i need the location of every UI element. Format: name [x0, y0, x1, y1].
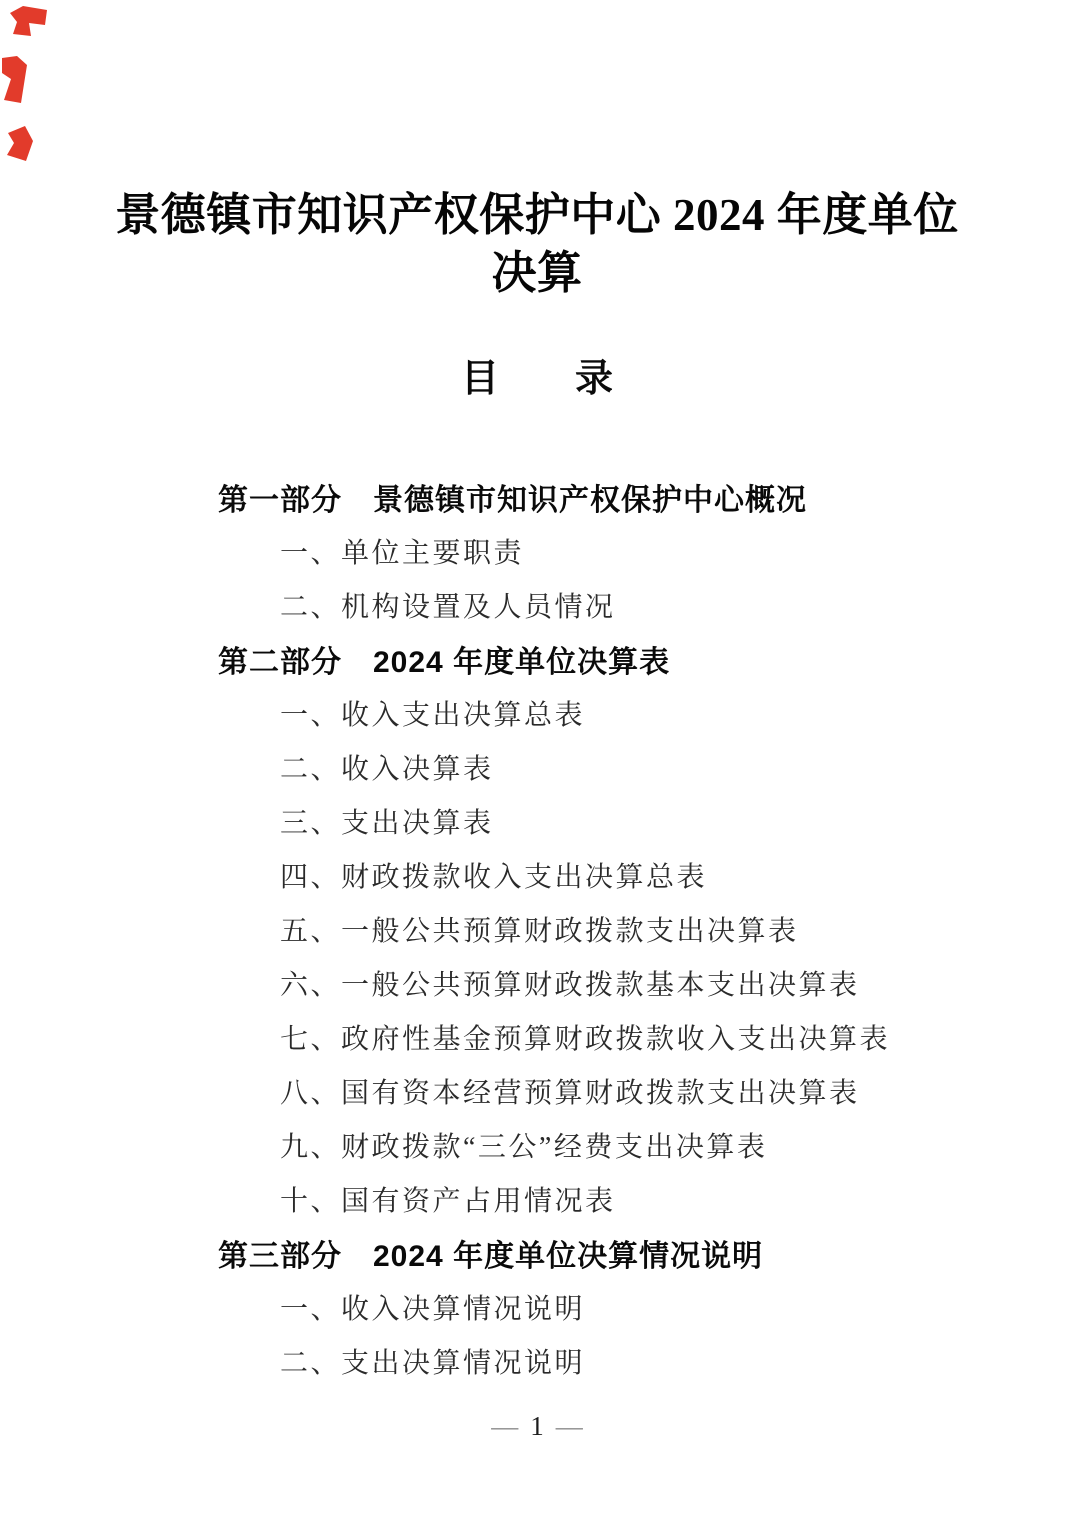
toc-section-part3: 第三部分 2024 年度单位决算情况说明 [218, 1240, 764, 1273]
document-title-line2: 决算 [491, 248, 583, 298]
toc-item: 八、国有资本经营预算财政拨款支出决算表 [280, 1078, 860, 1109]
toc-item: 二、收入决算表 [280, 754, 494, 785]
toc-section-part2: 第二部分 2024 年度单位决算表 [218, 646, 671, 679]
toc-item: 十、国有资产占用情况表 [280, 1186, 616, 1217]
page-number: 1 [530, 1411, 544, 1441]
page-footer [0, 1408, 1074, 1444]
toc-item: 九、财政拨款“三公”经费支出决算表 [280, 1132, 768, 1163]
table-of-contents [0, 470, 1074, 1388]
toc-item: 二、支出决算情况说明 [280, 1348, 586, 1379]
toc-section-part1: 第一部分 景德镇市知识产权保护中心概况 [218, 484, 807, 517]
toc-item: 三、支出决算表 [280, 808, 494, 839]
toc-item: 六、一般公共预算财政拨款基本支出决算表 [280, 970, 860, 1001]
toc-item: 一、单位主要职责 [280, 538, 525, 569]
toc-item: 一、收入决算情况说明 [280, 1294, 586, 1325]
toc-item: 二、机构设置及人员情况 [280, 592, 616, 623]
footer-left-dash: — [491, 1411, 519, 1441]
toc-item: 一、收入支出决算总表 [280, 700, 586, 731]
red-stamp-fragment-top [10, 6, 47, 36]
red-stamp-fragments [0, 0, 60, 175]
document-title-line1: 景德镇市知识产权保护中心 2024 年度单位 [115, 190, 959, 240]
footer-right-dash: — [555, 1411, 583, 1441]
toc-heading: 目 录 [460, 358, 613, 400]
red-stamp-fragment-bottom [7, 126, 33, 161]
toc-item: 五、一般公共预算财政拨款支出决算表 [280, 916, 799, 947]
red-stamp-fragment-middle [2, 56, 27, 103]
document-title [0, 186, 1074, 302]
toc-item: 七、政府性基金预算财政拨款收入支出决算表 [280, 1024, 891, 1055]
toc-item: 四、财政拨款收入支出决算总表 [280, 862, 708, 893]
